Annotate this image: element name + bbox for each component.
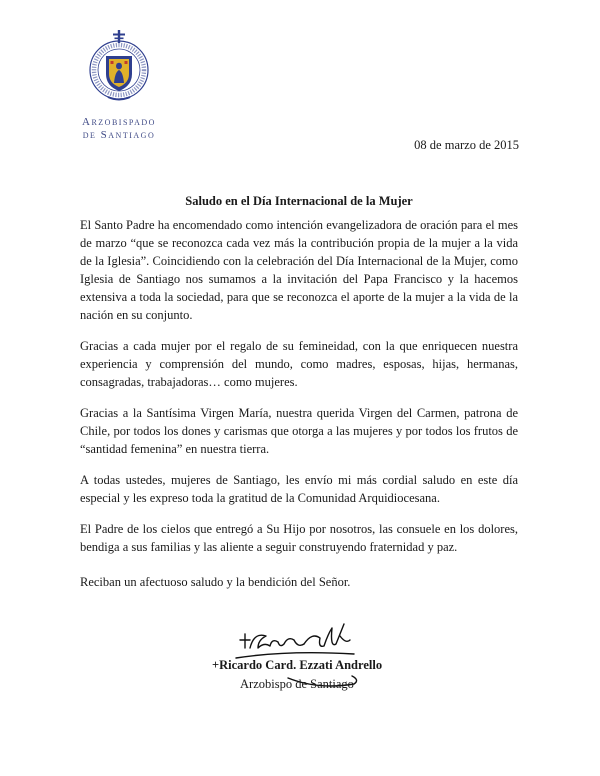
paragraph: A todas ustedes, mujeres de Santiago, les envío mi más cordial saludo en este día especial y les expreso toda la gratitud de la Comunidad Arquidiocesana.: [80, 473, 518, 505]
closing-line: Reciban un afectuoso saludo y la bendición del Señor.: [80, 575, 351, 589]
letter-title: Saludo en el Día Internacional de la Mujer: [185, 194, 413, 208]
signatory-name: +Ricardo Card. Ezzati Andrello: [212, 658, 383, 672]
paragraph: El Padre de los cielos que entregó a Su Hijo por nosotros, las consuele en los dolores, bendiga a sus familias y las aliente a seguir construyendo fraternidad y paz.: [80, 522, 518, 554]
paragraph: Gracias a la Santísima Virgen María, nuestra querida Virgen del Carmen, patrona de Chile, por todos los dones y carismas que otorga a las mujeres y por todos los frutos de “santidad femenina” en nuestra tierra.: [80, 406, 518, 456]
paragraph: El Santo Padre ha encomendado como intención evangelizadora de oración para el mes de marzo “que se reconozca cada vez más la contribución propia de la mujer a la vida de la Iglesia”. Coincidiendo con la celebración del Día Internacional de la Mujer, como Iglesia de Santiago nos sumamos a la invitación del Papa Francisco y la hacemos extensiva a toda la sociedad, para que se reconozca el aporte de la mujer a la vida de la nación en su conjunto.: [80, 218, 518, 322]
letter-body: [80, 216, 518, 569]
archdiocese-crest-logo: [88, 28, 150, 108]
organization-name: [70, 116, 168, 142]
organization-name-line1: Arzobispado: [82, 116, 156, 128]
signatory-title: Arzobispo de Santiago: [240, 677, 354, 691]
letter-date: 08 de marzo de 2015: [414, 138, 519, 152]
paragraph: Gracias a cada mujer por el regalo de su femineidad, con la que enriquecen nuestra experiencia y comprensión del mundo, como madres, esposas, hijas, hermanas, consagradas, trabajadoras… como mujeres.: [80, 339, 518, 389]
organization-name-line2: de Santiago: [82, 129, 156, 141]
